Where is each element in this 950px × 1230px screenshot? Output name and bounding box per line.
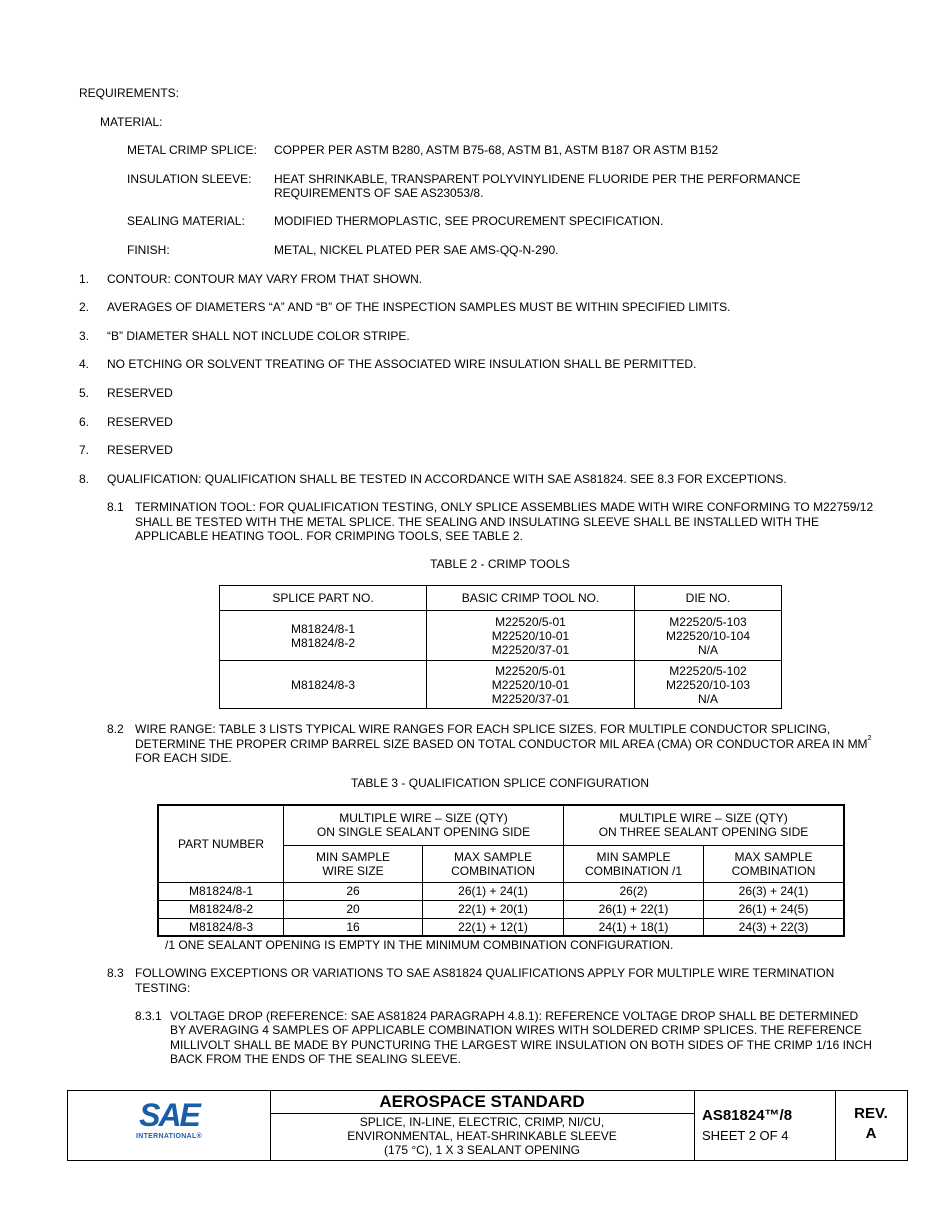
section-text: FOLLOWING EXCEPTIONS OR VARIATIONS TO SAE AS81824 QUALIFICATIONS APPLY FOR MULTIPLE WIRE TERMINATION (135, 966, 835, 980)
note-number: 1. (79, 272, 90, 286)
section-text: TERMINATION TOOL: FOR QUALIFICATION TESTING, ONLY SPLICE ASSEMBLIES MADE WITH WIRE CONFORMING TO M22759/12 (135, 500, 874, 514)
table-header-row (158, 805, 844, 845)
standard-description: SPLICE, IN-LINE, ELECTRIC, CRIMP, NI/CU, ENVIRONMENTAL, HEAT-SHRINKABLE SLEEVE (175 °C), 1 X 3 SEALANT OPENING (347, 1115, 617, 1157)
table-cell: M81824/8-3 (220, 661, 427, 709)
table-header-row (220, 586, 782, 611)
table-header: DIE NO. (635, 586, 782, 611)
note-text: RESERVED (107, 386, 173, 400)
crimp-tools-table (219, 585, 782, 709)
note-number: 2. (79, 300, 90, 314)
table-header: MAX SAMPLE COMBINATION (704, 845, 845, 882)
standard-title: AEROSPACE STANDARD (270, 1091, 694, 1114)
table-cell: 24(3) + 22(3) (704, 918, 845, 936)
material-text: HEAT SHRINKABLE, TRANSPARENT POLYVINYLIDENE FLUORIDE PER THE PERFORMANCE (274, 172, 801, 186)
section-text: MILLIVOLT SHALL BE MADE BY PUNCTURING THE LARGEST WIRE INSULATION ON BOTH SIDES OF THE CRIMP 1/16 INCH (170, 1038, 872, 1052)
table-cell: 26(1) + 24(5) (704, 900, 845, 918)
note-number: 8. (79, 472, 90, 486)
title-cell (270, 1091, 695, 1160)
table-cell: 22(1) + 20(1) (423, 900, 564, 918)
note-number: 4. (79, 357, 90, 371)
table-row (158, 918, 844, 936)
material-text: MODIFIED THERMOPLASTIC, SEE PROCUREMENT SPECIFICATION. (274, 214, 664, 228)
table-row (158, 882, 844, 900)
table-header: BASIC CRIMP TOOL NO. (427, 586, 635, 611)
material-label: FINISH: (127, 243, 170, 257)
section-text: WIRE RANGE: TABLE 3 LISTS TYPICAL WIRE RANGES FOR EACH SPLICE SIZES. FOR MULTIPLE CONDUCTOR SPLICING, (135, 722, 831, 736)
section-number: 8.3 (107, 966, 124, 980)
material-text: COPPER PER ASTM B280, ASTM B75-68, ASTM B1, ASTM B187 OR ASTM B152 (274, 143, 719, 157)
rev-value: A (865, 1125, 877, 1142)
table-row (220, 611, 782, 661)
section-text: SHALL BE TESTED WITH THE METAL SPLICE. THE SEALING AND INSULATING SLEEVE SHALL BE INSTALLED WITH THE (135, 515, 819, 529)
table-cell: M22520/5-102 M22520/10-103 N/A (635, 661, 782, 709)
section-text: BY AVERAGING 4 SAMPLES OF APPLICABLE COMBINATION WIRES WITH SOLDERED CRIMP SPLICES. THE REFERENCE (170, 1023, 862, 1037)
doc-number: AS81824™/8 (702, 1107, 793, 1124)
note-number: 7. (79, 443, 90, 457)
title-block (67, 1090, 908, 1161)
sae-logo: SAE (139, 1097, 199, 1133)
material-label: SEALING MATERIAL: (127, 214, 245, 228)
section-text: TESTING: (135, 981, 191, 995)
table-header: MIN SAMPLE WIRE SIZE (284, 845, 423, 882)
section-text: APPLICABLE HEATING TOOL. FOR CRIMPING TOOLS, SEE TABLE 2. (135, 529, 523, 543)
requirements-heading: REQUIREMENTS: (79, 86, 180, 100)
note-number: 3. (79, 329, 90, 343)
table-row (158, 900, 844, 918)
material-label: INSULATION SLEEVE: (127, 172, 252, 186)
sheet-number: SHEET 2 OF 4 (702, 1128, 789, 1143)
section-text: BACK FROM THE ENDS OF THE SEALING SLEEVE. (170, 1052, 461, 1066)
note-text: “B” DIAMETER SHALL NOT INCLUDE COLOR STRIPE. (107, 329, 410, 343)
table-cell: 22(1) + 12(1) (423, 918, 564, 936)
table-header: MIN SAMPLE COMBINATION /1 (564, 845, 704, 882)
section-number: 8.2 (107, 722, 124, 736)
table-header: MULTIPLE WIRE – SIZE (QTY) ON THREE SEALANT OPENING SIDE (564, 805, 845, 845)
table-cell: 20 (284, 900, 423, 918)
table-cell: 24(1) + 18(1) (564, 918, 704, 936)
section-number: 8.1 (107, 500, 124, 514)
logo-cell (68, 1091, 271, 1160)
section-text: FOR EACH SIDE. (135, 751, 232, 765)
table-cell: 16 (284, 918, 423, 936)
material-heading: MATERIAL: (100, 115, 163, 129)
table-cell: M81824/8-3 (158, 918, 284, 936)
table-header: MAX SAMPLE COMBINATION (423, 845, 564, 882)
table-cell: 26 (284, 882, 423, 900)
material-text: REQUIREMENTS OF SAE AS23053/8. (274, 186, 484, 200)
table-header: SPLICE PART NO. (220, 586, 427, 611)
qualification-table (157, 804, 845, 937)
note-number: 6. (79, 415, 90, 429)
section-number: 8.3.1 (135, 1009, 162, 1023)
note-text: RESERVED (107, 415, 173, 429)
table2-title: TABLE 2 - CRIMP TOOLS (430, 557, 570, 571)
note-text: RESERVED (107, 443, 173, 457)
table-row (220, 661, 782, 709)
material-text: METAL, NICKEL PLATED PER SAE AMS-QQ-N-290. (274, 243, 559, 257)
table-cell: 26(2) (564, 882, 704, 900)
table-header: PART NUMBER (158, 805, 284, 882)
table-cell: M81824/8-2 (158, 900, 284, 918)
table-cell: 26(3) + 24(1) (704, 882, 845, 900)
table-cell: M81824/8-1 M81824/8-2 (220, 611, 427, 661)
table-cell: M22520/5-01 M22520/10-01 M22520/37-01 (427, 611, 635, 661)
table3-title: TABLE 3 - QUALIFICATION SPLICE CONFIGURATION (350, 776, 650, 790)
table-cell: 26(1) + 22(1) (564, 900, 704, 918)
note-text: NO ETCHING OR SOLVENT TREATING OF THE ASSOCIATED WIRE INSULATION SHALL BE PERMITTED. (107, 357, 697, 371)
table-cell: 26(1) + 24(1) (423, 882, 564, 900)
rev-label: REV. (854, 1105, 888, 1122)
note-text: QUALIFICATION: QUALIFICATION SHALL BE TESTED IN ACCORDANCE WITH SAE AS81824. SEE 8.3 FOR EXCEPTIONS. (107, 472, 787, 486)
material-label: METAL CRIMP SPLICE: (127, 143, 257, 157)
section-text: DETERMINE THE PROPER CRIMP BARREL SIZE BASED ON TOTAL CONDUCTOR MIL AREA (CMA) OR CONDUCTOR AREA IN $MM^2$ (135, 735, 872, 751)
doc-number-cell (694, 1091, 836, 1160)
section-text: VOLTAGE DROP (REFERENCE: SAE AS81824 PARAGRAPH 4.8.1): REFERENCE VOLTAGE DROP SHALL BE DETERMINED (170, 1009, 859, 1023)
note-text: CONTOUR: CONTOUR MAY VARY FROM THAT SHOWN. (107, 272, 423, 286)
table-cell: M81824/8-1 (158, 882, 284, 900)
table-cell: M22520/5-103 M22520/10-104 N/A (635, 611, 782, 661)
table-header: MULTIPLE WIRE – SIZE (QTY) ON SINGLE SEALANT OPENING SIDE (284, 805, 564, 845)
note-text: AVERAGES OF DIAMETERS “A” AND “B” OF THE INSPECTION SAMPLES MUST BE WITHIN SPECIFIED LIMITS. (107, 300, 731, 314)
revision-cell (835, 1091, 907, 1160)
sae-logo-subtitle: INTERNATIONAL® (135, 1133, 202, 1140)
table-cell: M22520/5-01 M22520/10-01 M22520/37-01 (427, 661, 635, 709)
table3-footnote: /1 ONE SEALANT OPENING IS EMPTY IN THE MINIMUM COMBINATION CONFIGURATION. (165, 938, 674, 952)
note-number: 5. (79, 386, 90, 400)
